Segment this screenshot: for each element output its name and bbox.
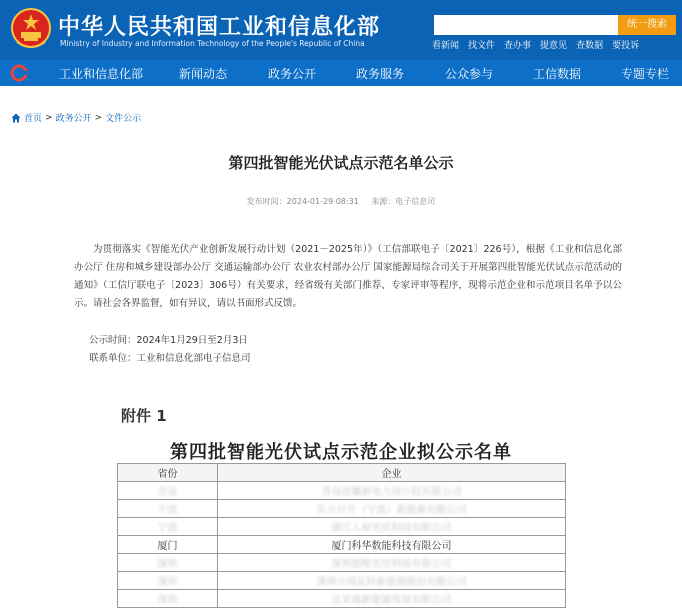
breadcrumb (11, 111, 141, 124)
table-row (118, 554, 566, 572)
contact-unit: 联系单位：工业和信息化部电子信息司 (89, 353, 251, 364)
company-cell: 深圳古瑞瓦特新能源股份有限公司 (218, 572, 566, 590)
national-emblem-icon[interactable] (11, 8, 51, 50)
notice-period: 公示时间：2024年1月29日至2月3日 (89, 335, 248, 346)
breadcrumb-file-notice[interactable]: 文件公示 (105, 114, 142, 124)
nav-item-gov-affairs[interactable]: 政务公开 (268, 67, 317, 81)
attachment-title: 第四批智能光伏试点示范企业拟公示名单 (170, 442, 512, 463)
table-row (118, 518, 566, 536)
table-row (118, 482, 566, 500)
breadcrumb-separator: > (45, 112, 53, 123)
site-title-english: Ministry of Industry and Information Technology of the People's Republic of China (60, 39, 365, 48)
attachment-label: 附件 1 (121, 407, 167, 425)
province-cell: 厦门 (118, 536, 218, 554)
site-logo-icon[interactable] (10, 64, 28, 82)
quick-link-documents[interactable]: 找文件 (468, 41, 496, 51)
company-cell: 厦门科华数能科技有限公司 (218, 536, 566, 554)
province-cell: 青岛 (118, 482, 218, 500)
home-icon (11, 113, 21, 123)
quick-links (432, 38, 639, 51)
company-cell: 浙江人和光伏科技有限公司 (218, 518, 566, 536)
province-cell: 深圳 (118, 590, 218, 608)
article-source: 来源：电子信息司 (371, 197, 436, 206)
breadcrumb-separator: > (94, 112, 103, 123)
site-header (0, 0, 682, 60)
breadcrumb-home[interactable]: 首页 (24, 114, 43, 124)
article-body: 为贯彻落实《智能光伏产业创新发展行动计划（2021－2025年）》（工信部联电子〔2021〕226号），根据《工业和信息化部办公厅 住房和城乡建设部办公厅 交通运输部办公厅 农业农村部办公厅 国家能源局综合司关于开展第四批智能光伏试点示范活动的通知》（工信厅联电子〔2023〕306号）有关要求，经省级有关部门推荐、专家评审等程序，现将示范企业和示范项目名单予以公示。请社会各界监督，如有异议，请以书面形式反馈。 (74, 244, 622, 309)
table-header-row (118, 464, 566, 482)
quick-link-services[interactable]: 查办事 (504, 41, 532, 51)
column-header-province: 省份 (118, 464, 218, 482)
nav-item-news[interactable]: 新闻动态 (179, 67, 228, 81)
nav-item-public-participation[interactable]: 公众参与 (445, 67, 494, 81)
search-input[interactable] (434, 15, 618, 35)
main-nav (0, 60, 682, 86)
table-row (118, 536, 566, 554)
quick-link-data[interactable]: 查数据 (576, 41, 604, 51)
company-cell: 东方日升（宁波）新能源有限公司 (218, 500, 566, 518)
column-header-company: 企业 (218, 464, 566, 482)
province-cell: 宁波 (118, 518, 218, 536)
quick-link-news[interactable]: 看新闻 (432, 41, 460, 51)
nav-item-data[interactable]: 工信数据 (533, 67, 582, 81)
article-title: 第四批智能光伏试点示范名单公示 (228, 154, 454, 172)
quick-link-feedback[interactable]: 提意见 (540, 41, 568, 51)
company-cell: 青岛创馨新电力设计院有限公司 (218, 482, 566, 500)
table-row (118, 590, 566, 608)
publish-time: 发布时间：2024-01-29 08:31 (246, 197, 359, 206)
company-table (117, 463, 566, 608)
province-cell: 深圳 (118, 554, 218, 572)
province-cell: 深圳 (118, 572, 218, 590)
article-meta (0, 196, 682, 207)
site-title[interactable]: 中华人民共和国工业和信息化部 (58, 15, 381, 40)
table-row (118, 500, 566, 518)
nav-item-miit[interactable]: 工业和信息化部 (59, 67, 144, 81)
nav-item-gov-services[interactable]: 政务服务 (356, 67, 405, 81)
province-cell: 宁波 (118, 500, 218, 518)
company-cell: 比亚迪新能源发展有限公司 (218, 590, 566, 608)
nav-item-topics[interactable]: 专题专栏 (621, 67, 670, 81)
table-row (118, 572, 566, 590)
company-cell: 深圳创维光伏科技有限公司 (218, 554, 566, 572)
search-button[interactable]: 统一搜索 (618, 15, 676, 35)
breadcrumb-gov-affairs[interactable]: 政务公开 (55, 114, 92, 124)
quick-link-complaint[interactable]: 要投诉 (612, 41, 640, 51)
